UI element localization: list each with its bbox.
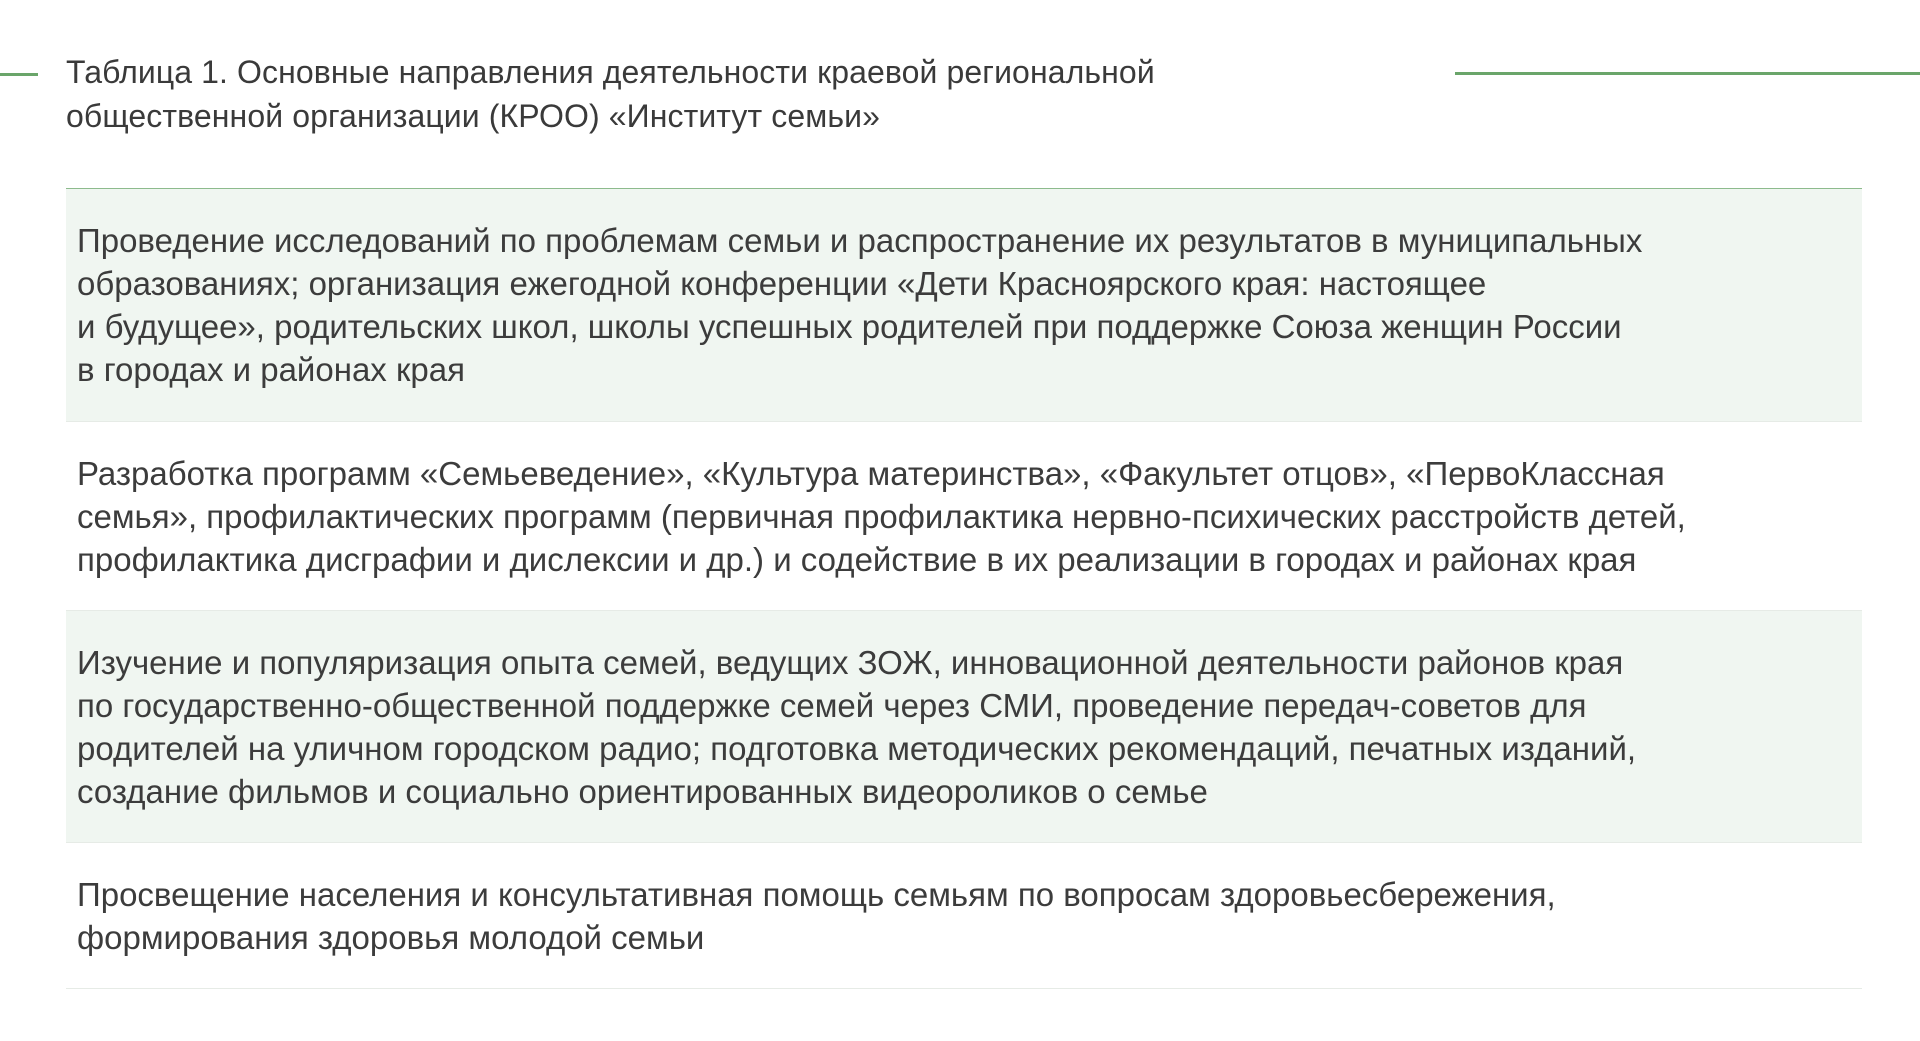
table-row: Проведение исследований по проблемам семьи и распространение их результатов в муниципальных образованиях; организация ежегодной конференции «Дети Красноярского края: настоящее и будущее», родительских школ, школы успешных родителей при поддержке Союза женщин России в городах и районах края — [66, 189, 1862, 422]
table-row: Изучение и популяризация опыта семей, ведущих ЗОЖ, инновационной деятельности районов края по государственно-общественной поддержке семей через СМИ, проведение передач-советов для родителей на уличном городском радио; подготовка методических рекомендаций, печатных изданий, создание фильмов и социально ориентированных видеороликов о семье — [66, 611, 1862, 843]
table-row: Разработка программ «Семьеведение», «Культура материнства», «Факультет отцов», «ПервоКлассная семья», профилактических программ (первичная профилактика нервно-психических расстройств детей, профилактика дисграфии и дислексии и др.) и содействие в их реализации в городах и районах края — [66, 422, 1862, 611]
table-row: Просвещение населения и консультативная помощь семьям по вопросам здоровьесбережения, формирования здоровья молодой семьи — [66, 843, 1862, 989]
table-caption: Таблица 1. Основные направления деятельности краевой региональной общественной организации (КРОО) «Институт семьи» — [66, 54, 1155, 134]
caption-accent-line-right — [1455, 72, 1920, 75]
activities-table — [66, 188, 1862, 989]
caption-accent-line-left — [0, 73, 38, 76]
